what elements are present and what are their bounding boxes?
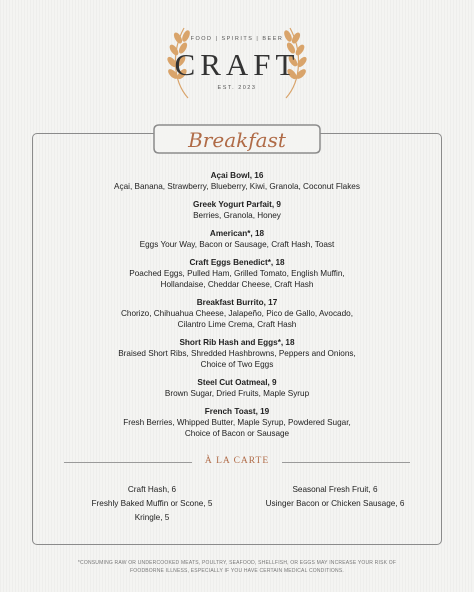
a-la-carte-right — [235, 483, 435, 511]
menu-items — [40, 170, 434, 446]
menu-item — [40, 257, 434, 290]
menu-item — [40, 199, 434, 221]
menu-item-description: Fresh Berries, Whipped Butter, Maple Syrup, Powdered Sugar, — [123, 418, 351, 427]
menu-item-description: Eggs Your Way, Bacon or Sausage, Craft Hash, Toast — [139, 240, 335, 249]
menu-item-description: Choice of Bacon or Sausage — [184, 429, 290, 438]
brand-logo — [0, 22, 474, 102]
menu-item-description: Choice of Two Eggs — [200, 360, 274, 369]
menu-item-description: Hollandaise, Cheddar Cheese, Craft Hash — [160, 280, 314, 289]
divider-right — [282, 462, 410, 463]
menu-item — [40, 170, 434, 192]
footnote-line: *CONSUMING RAW OR UNDERCOOKED MEATS, POULTRY, SEAFOOD, SHELLFISH, OR EGGS MAY INCREASE YOUR RISK OF — [77, 560, 397, 566]
menu-item-description: Braised Short Ribs, Shredded Hashbrowns, Peppers and Onions, — [118, 349, 356, 358]
menu-item-name: Craft Eggs Benedict*, 18 — [189, 258, 285, 267]
brand-tagline: FOOD | SPIRITS | BEER — [190, 36, 284, 42]
menu-title: Breakfast — [188, 128, 286, 152]
menu-item-description: Chorizo, Chihuahua Cheese, Jalapeño, Pico de Gallo, Avocado, — [121, 309, 353, 318]
a-la-carte-left — [52, 483, 252, 525]
menu-item-description: Poached Eggs, Pulled Ham, Grilled Tomato, English Muffin, — [129, 269, 345, 278]
menu-item-name: Breakfast Burrito, 17 — [196, 298, 278, 307]
menu-item-description: Açai, Banana, Strawberry, Blueberry, Kiwi, Granola, Coconut Flakes — [114, 182, 360, 191]
a-la-carte-item: Usinger Bacon or Chicken Sausage, 6 — [265, 499, 405, 508]
a-la-carte-item: Seasonal Fresh Fruit, 6 — [292, 485, 378, 494]
a-la-carte-item: Craft Hash, 6 — [127, 485, 177, 494]
menu-item — [40, 337, 434, 370]
menu-item-name: Short Rib Hash and Eggs*, 18 — [179, 338, 295, 347]
menu-item-name: Steel Cut Oatmeal, 9 — [197, 378, 277, 387]
brand-name: CRAFT — [174, 47, 300, 82]
menu-item-name: Greek Yogurt Parfait, 9 — [193, 200, 281, 209]
allergy-footnote — [0, 559, 474, 575]
a-la-carte-item: Kringle, 5 — [134, 513, 170, 522]
footnote-line: FOODBORNE ILLNESS, ESPECIALLY IF YOU HAVE CERTAIN MEDICAL CONDITIONS. — [130, 568, 344, 574]
menu-item-description: Cilantro Lime Crema, Craft Hash — [177, 320, 297, 329]
a-la-carte-item: Freshly Baked Muffin or Scone, 5 — [91, 499, 213, 508]
menu-item-description: Berries, Granola, Honey — [193, 211, 281, 220]
menu-item — [40, 297, 434, 330]
menu-item-name: French Toast, 19 — [204, 407, 270, 416]
menu-item-name: Açai Bowl, 16 — [210, 171, 264, 180]
brand-established: EST. 2023 — [217, 85, 257, 91]
menu-item — [40, 228, 434, 250]
menu-item-description: Brown Sugar, Dried Fruits, Maple Syrup — [164, 389, 310, 398]
menu-item — [40, 377, 434, 399]
menu-item-name: American*, 18 — [209, 229, 265, 238]
a-la-carte-title: À LA CARTE — [204, 456, 270, 466]
menu-item — [40, 406, 434, 439]
menu-title-plate — [153, 124, 321, 154]
